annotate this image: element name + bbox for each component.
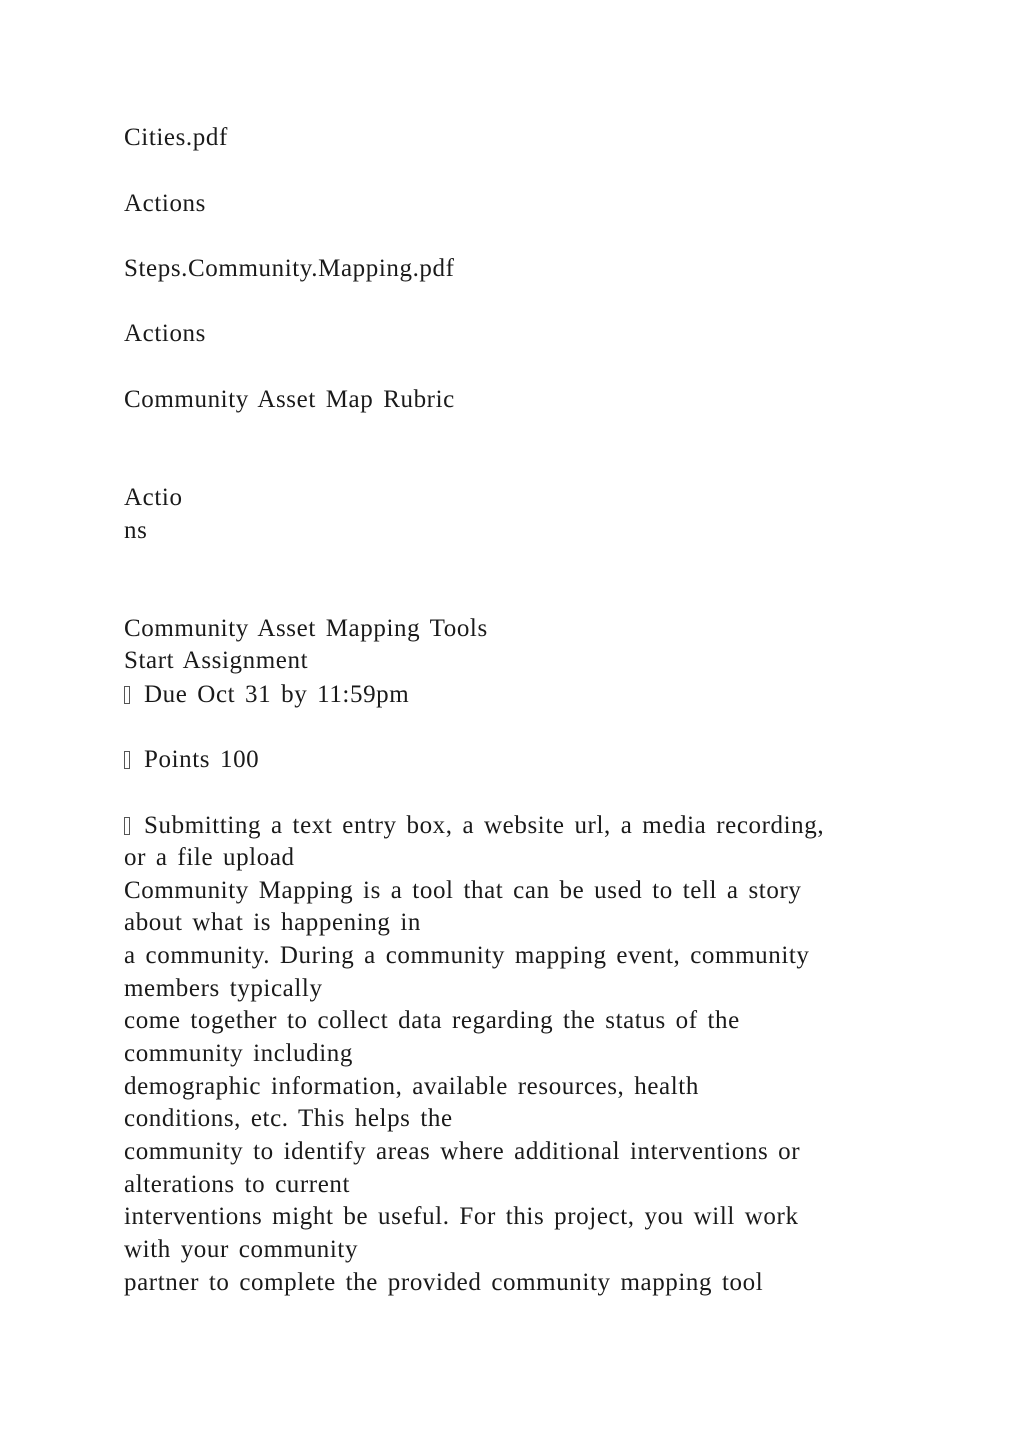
points-text: Points 100 <box>144 746 260 773</box>
file-link-cities[interactable]: Cities.pdf <box>124 124 228 151</box>
description-line: about what is happening in <box>124 909 421 936</box>
file-link-steps-community-mapping[interactable]: Steps.Community.Mapping.pdf <box>124 255 455 282</box>
description-line: Community Mapping is a tool that can be used to tell a story <box>124 877 802 904</box>
submitting-row <box>124 810 824 842</box>
file-actions-button-steps[interactable]: Actions <box>124 320 206 347</box>
points-icon <box>124 751 130 769</box>
description-line: come together to collect data regarding the status of the <box>124 1007 740 1034</box>
calendar-icon <box>124 686 130 704</box>
rubric-actions-button-part1[interactable]: Actio <box>124 484 183 511</box>
submitting-text-line2: or a file upload <box>124 844 295 871</box>
description-line: members typically <box>124 975 323 1002</box>
description-line: demographic information, available resources, health <box>124 1073 699 1100</box>
description-line: a community. During a community mapping event, community <box>124 942 810 969</box>
due-date-text: Due Oct 31 by 11:59pm <box>144 681 410 708</box>
rubric-title[interactable]: Community Asset Map Rubric <box>124 386 455 413</box>
description-line: interventions might be useful. For this project, you will work <box>124 1203 799 1230</box>
description-line: community including <box>124 1040 353 1067</box>
rubric-actions-button-part2[interactable]: ns <box>124 517 148 544</box>
start-assignment-button[interactable]: Start Assignment <box>124 647 309 674</box>
description-line: community to identify areas where additional interventions or <box>124 1138 801 1165</box>
submitting-text-line1: Submitting a text entry box, a website url, a media recording, <box>144 812 825 839</box>
description-line: with your community <box>124 1236 359 1263</box>
points-row <box>124 744 259 776</box>
description-line: alterations to current <box>124 1171 351 1198</box>
assignment-title: Community Asset Mapping Tools <box>124 615 488 642</box>
due-date-row <box>124 679 409 711</box>
description-line: partner to complete the provided community mapping tool <box>124 1269 764 1296</box>
file-actions-button-cities[interactable]: Actions <box>124 190 206 217</box>
description-line: conditions, etc. This helps the <box>124 1105 453 1132</box>
submit-icon <box>124 817 130 835</box>
